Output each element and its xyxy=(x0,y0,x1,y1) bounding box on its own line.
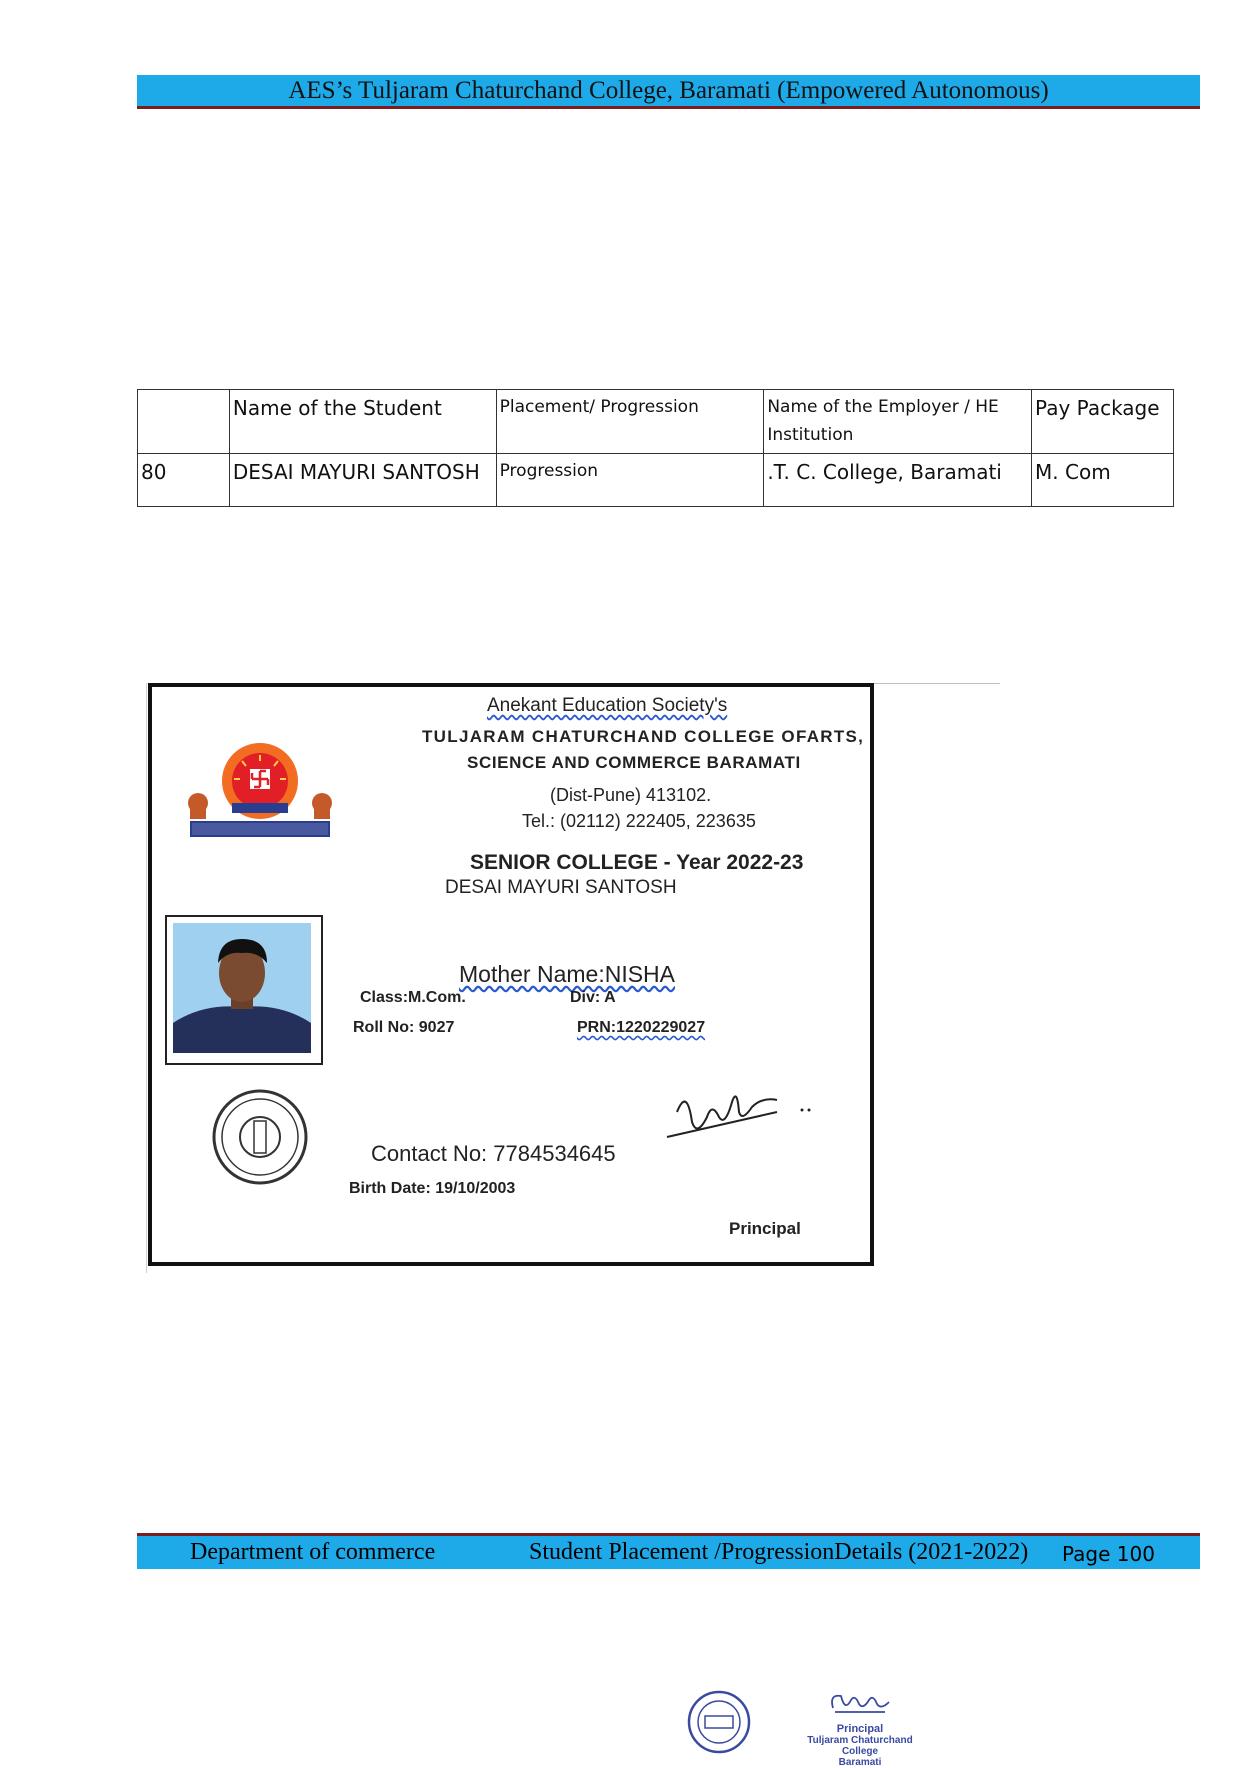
header-cell-student: Name of the Student xyxy=(229,390,496,454)
scan-edge xyxy=(146,683,147,1273)
cell-package: M. Com xyxy=(1032,454,1174,507)
principal-signature xyxy=(825,1690,895,1718)
placement-table xyxy=(137,389,1174,507)
page-footer xyxy=(137,1533,1200,1569)
header-title: AES’s Tuljaram Chaturchand College, Baramati (Empowered Autonomous) xyxy=(288,77,1049,104)
page-header xyxy=(137,75,1200,109)
stamp-city: Baramati xyxy=(838,1757,882,1768)
header-cell-sr xyxy=(138,390,230,454)
college-telephone: Tel.: (02112) 222405, 223635 xyxy=(522,811,756,831)
mother-name: Mother Name:NISHA xyxy=(459,961,676,987)
college-seal-stamp xyxy=(210,1087,310,1187)
cell-sr: 80 xyxy=(138,454,230,507)
prn-number: PRN:1220229027 xyxy=(577,1019,706,1036)
birth-date: Birth Date: 19/10/2003 xyxy=(349,1180,516,1197)
principal-stamp xyxy=(790,1690,930,1768)
college-logo-emblem xyxy=(180,741,340,851)
stamp-principal: Principal xyxy=(836,1723,884,1735)
footer-details: Student Placement /ProgressionDetails (2021-2022) xyxy=(529,1539,1029,1565)
society-name: Anekant Education Society's xyxy=(487,695,728,716)
college-seal-stamp xyxy=(687,1690,751,1754)
cell-student-name: DESAI MAYURI SANTOSH xyxy=(229,454,496,507)
header-cell-placement: Placement/ Progression xyxy=(496,390,764,454)
table-header-row xyxy=(138,390,1174,454)
header-cell-employer: Name of the Employer / HE Institution xyxy=(764,390,1032,454)
contact-number: Contact No: 7784534645 xyxy=(371,1141,616,1166)
college-name-line1: TULJARAM CHATURCHAND COLLEGE OFARTS, xyxy=(422,727,865,746)
scan-edge xyxy=(866,683,1000,684)
college-district: (Dist-Pune) 413102. xyxy=(550,785,712,805)
footer-department: Department of commerce xyxy=(190,1539,436,1565)
header-cell-package: Pay Package xyxy=(1032,390,1174,454)
student-photo xyxy=(165,915,323,1065)
student-id-card xyxy=(148,683,874,1266)
principal-signature xyxy=(657,1082,827,1152)
division-label: Div: A xyxy=(570,989,616,1006)
roll-number: Roll No: 9027 xyxy=(353,1019,455,1036)
college-name-line2: SCIENCE AND COMMERCE BARAMATI xyxy=(467,753,801,772)
cell-institution: .T. C. College, Baramati xyxy=(764,454,1032,507)
senior-college-year: SENIOR COLLEGE - Year 2022-23 xyxy=(470,851,804,874)
student-photo-icon xyxy=(173,923,311,1053)
class-label: Class:M.Com. xyxy=(360,989,466,1006)
table-row xyxy=(138,454,1174,507)
footer-page-number: Page 100 xyxy=(1062,1542,1155,1566)
principal-label: Principal xyxy=(729,1219,801,1238)
cell-type: Progression xyxy=(496,454,764,507)
stamp-college: Tuljaram Chaturchand College xyxy=(807,1735,913,1757)
card-student-name: DESAI MAYURI SANTOSH xyxy=(445,877,677,898)
